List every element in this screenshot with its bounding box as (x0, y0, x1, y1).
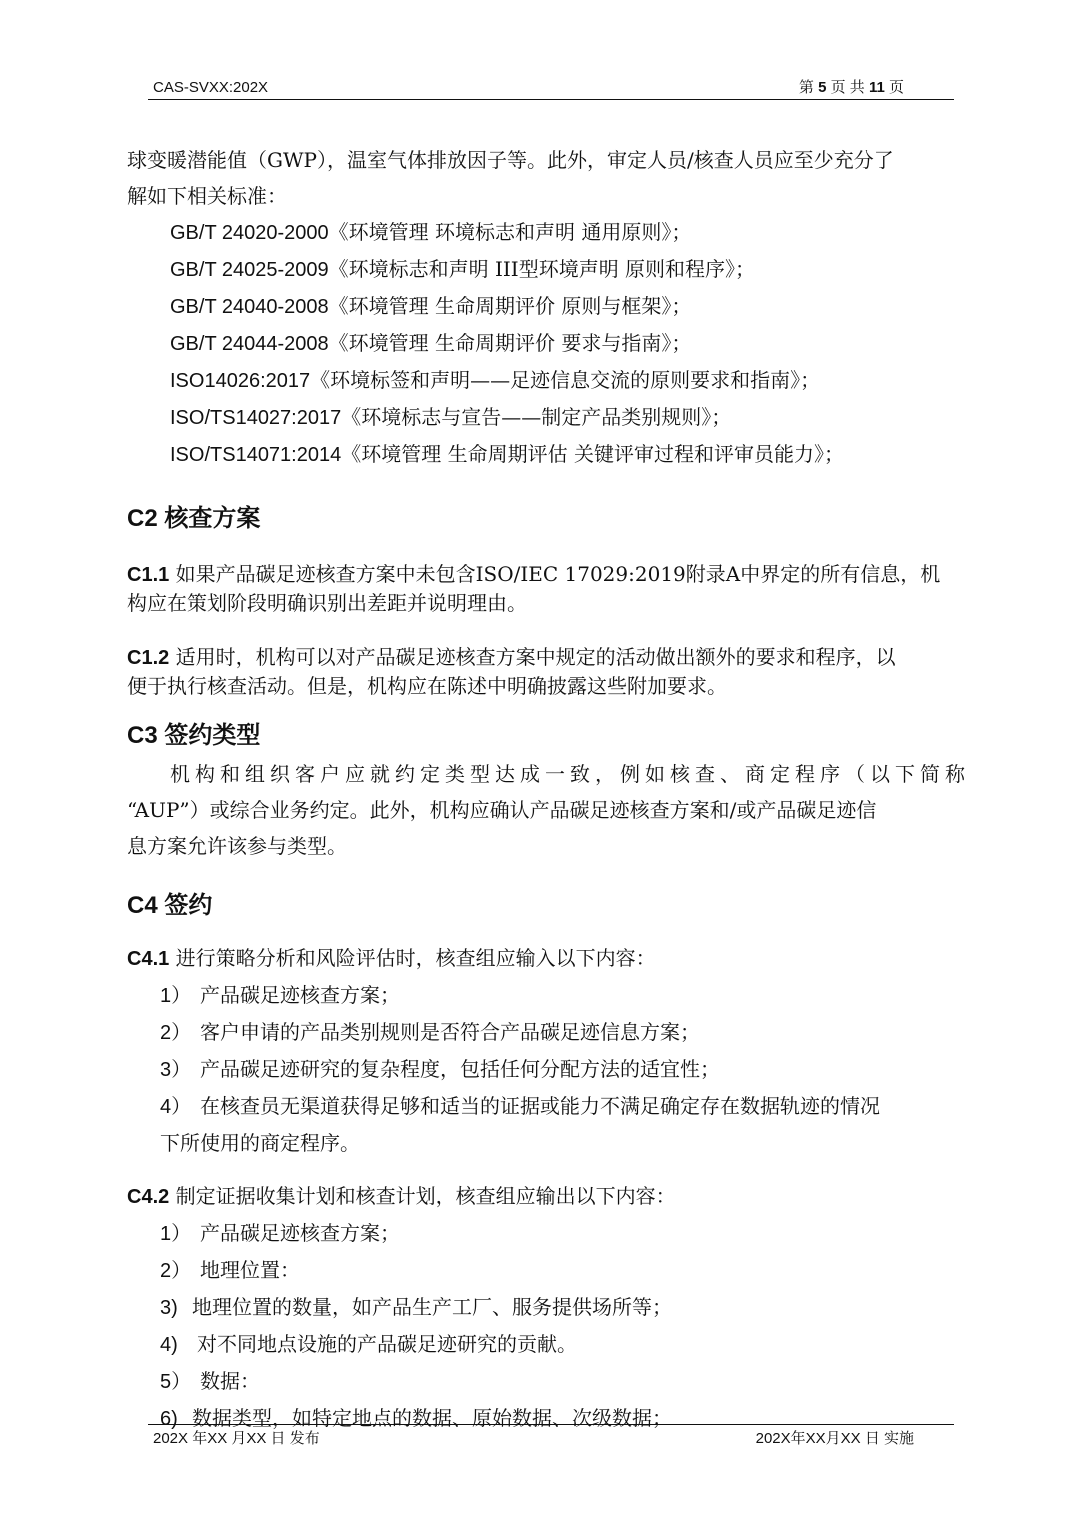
list-text: 产品碳足迹核查方案； (200, 1221, 400, 1245)
list-text: 数据： (200, 1369, 260, 1393)
standard-code: GB/T 24025-2009 (170, 259, 329, 281)
clause-text: 制定证据收集计划和核查计划，核查组应输出以下内容： (175, 1184, 676, 1208)
page-suffix: 页 (888, 79, 904, 96)
intro-line-1: 球变暖潜能值（GWP），温室气体排放因子等。此外，审定人员/核查人员应至少充分了 (127, 148, 894, 172)
list-text: 产品碳足迹研究的复杂程度，包括任何分配方法的适宜性； (200, 1057, 720, 1081)
intro-line-2: 解如下相关标准： (127, 184, 287, 208)
list-number: 1） (160, 1223, 192, 1245)
list-text: 客户申请的产品类别规则是否符合产品碳足迹信息方案； (200, 1020, 700, 1044)
list-item (160, 1252, 987, 1289)
doc-code: CAS-SVXX:202X (153, 79, 269, 96)
list-text: 地理位置： (200, 1258, 300, 1282)
standard-code: ISO/TS14071:2014 (170, 444, 342, 466)
section-number: C4 (127, 892, 158, 919)
section-title: 签约类型 (164, 722, 261, 749)
list-number: 3) (160, 1297, 178, 1319)
section-title: 签约 (164, 892, 213, 919)
page-body (127, 142, 987, 1437)
list-item (160, 1215, 987, 1252)
list-number: 4) (160, 1334, 178, 1356)
list-text: 数据类型，如特定地点的数据、原始数据、次级数据； (192, 1406, 672, 1430)
clause-c4-1 (127, 940, 987, 977)
list-number: 4） (160, 1096, 192, 1118)
list-item (160, 1088, 987, 1125)
standard-title: 《环境管理 生命周期评估 关键评审过程和评审员能力》； (341, 442, 844, 466)
standard-item (170, 325, 987, 362)
header-rule (148, 99, 954, 100)
clause-number: C4.1 (127, 948, 170, 970)
page-prefix: 第 (798, 79, 814, 96)
standard-code: ISO/TS14027:2017 (170, 407, 342, 429)
list-item (160, 977, 987, 1014)
standard-code: GB/T 24044-2008 (170, 333, 329, 355)
section-number: C3 (127, 722, 158, 749)
list-item (160, 1014, 987, 1051)
clause-text: 如果产品碳足迹核查方案中未包含ISO/IEC 17029:2019附录A中界定的所有信息，机 (175, 562, 941, 586)
standard-item (170, 362, 987, 399)
standards-list (127, 214, 987, 473)
standard-title: 《环境管理 生命周期评价 原则与框架》； (328, 294, 692, 318)
clause-c4-2 (127, 1178, 987, 1215)
page-indicator (799, 79, 904, 97)
standard-item (170, 288, 987, 325)
list-number: 3） (160, 1059, 192, 1081)
standard-item (170, 436, 987, 473)
list-text: 地理位置的数量，如产品生产工厂、服务提供场所等； (192, 1295, 672, 1319)
publish-date: 202X 年XX 月XX 日 发布 (153, 1430, 320, 1447)
list-item (160, 1326, 987, 1363)
c4-1-list (127, 977, 987, 1161)
standard-item (170, 399, 987, 436)
list-number: 1） (160, 985, 192, 1007)
implement-date: 202X年XX月XX 日 实施 (755, 1430, 914, 1447)
standard-title: 《环境管理 环境标志和声明 通用原则》； (328, 220, 692, 244)
page-mid: 页 共 (830, 79, 865, 96)
clause-number: C1.1 (127, 564, 170, 586)
list-item-continuation: 下所使用的商定程序。 (160, 1131, 360, 1155)
list-item (160, 1289, 987, 1326)
list-text: 产品碳足迹核查方案； (200, 983, 400, 1007)
standard-item (170, 214, 987, 251)
standard-code: GB/T 24020-2000 (170, 222, 329, 244)
section-title: 核查方案 (164, 505, 261, 532)
standard-title: 《环境标志与宣告——制定产品类别规则》； (341, 405, 732, 429)
standard-code: GB/T 24040-2008 (170, 296, 329, 318)
standard-item (170, 251, 987, 288)
c3-line-1: 机构和组织客户应就约定类型达成一致，例如核查、商定程序（以下简称 (170, 762, 970, 786)
list-item (160, 1363, 987, 1400)
list-number: 2） (160, 1022, 192, 1044)
list-number: 2） (160, 1260, 192, 1282)
section-heading-c4 (127, 890, 987, 922)
standard-title: 《环境标志和声明 III型环境声明 原则和程序》； (328, 257, 756, 281)
list-item (160, 1051, 987, 1088)
footer-rule (148, 1424, 954, 1425)
clause-text: 进行策略分析和风险评估时，核查组应输入以下内容： (175, 946, 656, 970)
c3-line-2: “AUP”）或综合业务约定。此外，机构应确认产品碳足迹核查方案和/或产品碳足迹信 (127, 798, 877, 822)
standard-code: ISO14026:2017 (170, 370, 311, 392)
clause-c1-2-line-2: 便于执行核查活动。但是，机构应在陈述中明确披露这些附加要求。 (127, 674, 727, 698)
clause-c1-1-line-2: 构应在策划阶段明确识别出差距并说明理由。 (127, 591, 527, 615)
list-number: 5） (160, 1371, 192, 1393)
list-text: 在核查员无渠道获得足够和适当的证据或能力不满足确定存在数据轨迹的情况 (200, 1094, 880, 1118)
clause-number: C1.2 (127, 647, 170, 669)
section-number: C2 (127, 505, 158, 532)
list-text: 对不同地点设施的产品碳足迹研究的贡献。 (197, 1332, 577, 1356)
c3-line-3: 息方案允许该参与类型。 (127, 834, 347, 858)
page-current: 5 (818, 79, 827, 96)
standard-title: 《环境标签和声明——足迹信息交流的原则要求和指南》； (310, 368, 821, 392)
list-number: 6) (160, 1408, 178, 1430)
standard-title: 《环境管理 生命周期评价 要求与指南》； (328, 331, 692, 355)
clause-number: C4.2 (127, 1186, 170, 1208)
clause-text: 适用时，机构可以对产品碳足迹核查方案中规定的活动做出额外的要求和程序，以 (175, 645, 896, 669)
section-heading-c2 (127, 503, 987, 535)
section-heading-c3 (127, 720, 987, 752)
c4-2-list (127, 1215, 987, 1437)
page-total: 11 (868, 79, 885, 96)
